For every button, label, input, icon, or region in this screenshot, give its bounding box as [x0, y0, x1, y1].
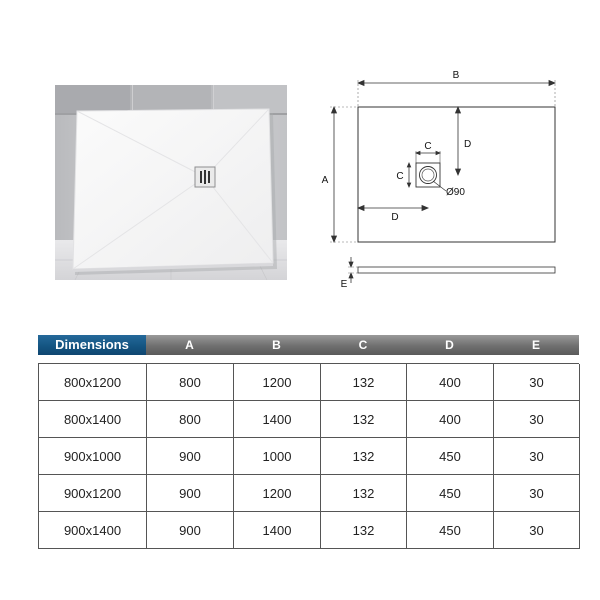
table-row [39, 475, 579, 512]
cell-c: 132 [321, 364, 407, 401]
table-row [39, 512, 579, 549]
label-e: E [340, 279, 348, 290]
cell-e: 30 [494, 512, 580, 549]
cell-c: 132 [321, 475, 407, 512]
label-c-side: C [396, 171, 404, 182]
cell-d: 450 [407, 475, 494, 512]
cell-c: 132 [321, 401, 407, 438]
label-drain-diameter: Ø90 [446, 187, 465, 198]
cell-dimensions: 900x1400 [39, 512, 147, 549]
product-photo [55, 85, 287, 280]
table-row [39, 401, 579, 438]
cell-d: 450 [407, 438, 494, 475]
tray-profile [358, 267, 555, 273]
header-b: B [233, 335, 320, 355]
cell-b: 1200 [234, 475, 321, 512]
cell-a: 800 [147, 364, 234, 401]
table-row [39, 364, 579, 401]
dimension-b [358, 81, 555, 86]
cell-dimensions: 800x1400 [39, 401, 147, 438]
cell-a: 900 [147, 512, 234, 549]
cell-dimensions: 900x1000 [39, 438, 147, 475]
cell-b: 1400 [234, 401, 321, 438]
cell-a: 900 [147, 438, 234, 475]
header-c: C [320, 335, 406, 355]
tray-outline [358, 107, 555, 242]
cell-c: 132 [321, 438, 407, 475]
label-a: A [321, 175, 329, 186]
cell-a: 900 [147, 475, 234, 512]
dimension-a [332, 107, 337, 242]
table-body [38, 363, 579, 549]
cell-b: 1200 [234, 364, 321, 401]
drain-icon [195, 167, 215, 187]
header-a: A [146, 335, 233, 355]
table-row [39, 438, 579, 475]
cell-e: 30 [494, 438, 580, 475]
label-c-top: C [424, 141, 432, 152]
cell-a: 800 [147, 401, 234, 438]
cell-b: 1000 [234, 438, 321, 475]
cell-dimensions: 900x1200 [39, 475, 147, 512]
cell-c: 132 [321, 512, 407, 549]
cell-e: 30 [494, 364, 580, 401]
cell-b: 1400 [234, 512, 321, 549]
dimensions-table [38, 335, 579, 549]
header-dimensions: Dimensions [38, 335, 146, 355]
dimension-e [349, 257, 353, 283]
table-header [38, 335, 579, 355]
cell-e: 30 [494, 401, 580, 438]
cell-d: 400 [407, 401, 494, 438]
label-b: B [452, 70, 460, 81]
cell-d: 400 [407, 364, 494, 401]
label-d-horizontal: D [391, 212, 399, 223]
technical-drawing [320, 65, 570, 295]
header-d: D [406, 335, 493, 355]
label-d-vertical: D [464, 139, 472, 150]
cell-dimensions: 800x1200 [39, 364, 147, 401]
cell-d: 450 [407, 512, 494, 549]
header-e: E [493, 335, 579, 355]
cell-e: 30 [494, 475, 580, 512]
